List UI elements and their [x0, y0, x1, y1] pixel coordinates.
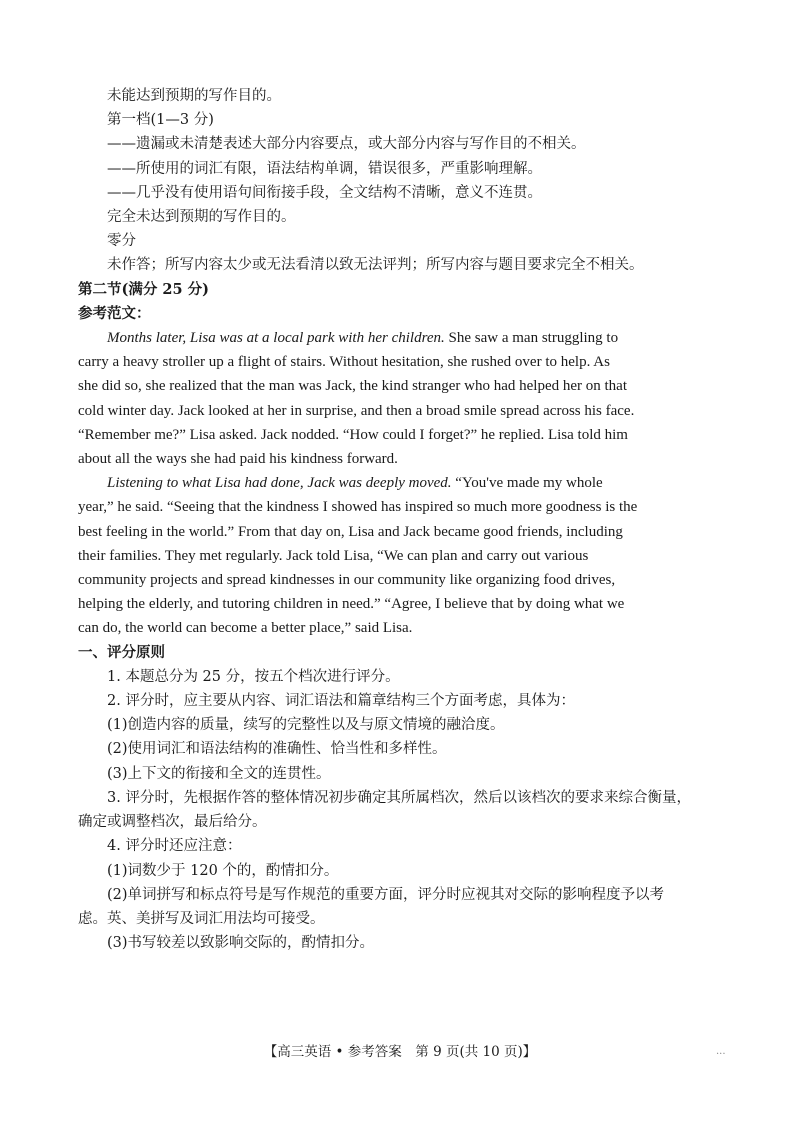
- principle-item-1: 1. 本题总分为 25 分，按五个档次进行评分。: [107, 668, 400, 685]
- rubric-grade-one-heading: 第一档(1—3 分): [107, 112, 214, 129]
- sample-essay-label: 参考范文：: [78, 304, 151, 322]
- page-content: [78, 84, 738, 955]
- essay-p2-line-1: year,” he said. “Seeing that the kindness I showed has inspired so much more goodness is the: [78, 499, 638, 516]
- essay-p1-line-0: She saw a man struggling to: [444, 330, 619, 347]
- essay-p2-line-2: best feeling in the world.” From that day on, Lisa and Jack became good friends, including: [78, 523, 623, 540]
- principle-item-3a: 3. 评分时，先根据作答的整体情况初步确定其所属档次，然后以该档次的要求来综合衡量，: [107, 789, 691, 806]
- essay-p1-line-2: she did so, she realized that the man was Jack, the kind stranger who had helped her on that: [78, 378, 628, 395]
- essay-p1-lead: Months later, Lisa was at a local park with her children.: [107, 330, 445, 347]
- principle-item-4-1: (1)词数少于 120 个的，酌情扣分。: [107, 862, 339, 879]
- essay-p2-lead: Listening to what Lisa had done, Jack was deeply moved.: [107, 475, 452, 492]
- principle-item-4-2b: 虑。英、美拼写及词汇用法均可接受。: [78, 910, 325, 927]
- essay-p2-line-3: their families. They met regularly. Jack told Lisa, “We can plan and carry out various: [78, 547, 589, 564]
- essay-p2-line-6: can do, the world can become a better place,” said Lisa.: [78, 620, 413, 637]
- principle-item-2: 2. 评分时，应主要从内容、词汇语法和篇章结构三个方面考虑，具体为：: [107, 693, 575, 710]
- essay-p2-line-0: “You've made my whole: [451, 475, 603, 492]
- principle-item-4: 4. 评分时还应注意：: [107, 838, 242, 855]
- page-footer: 【高三英语 • 参考答案 第 9 页(共 10 页)】: [263, 1044, 537, 1060]
- essay-p1-line-3: cold winter day. Jack looked at her in surprise, and then a broad smile spread across his face.: [78, 402, 635, 419]
- rubric-line-8: 未作答；所写内容太少或无法看清以致无法评判；所写内容与题目要求完全不相关。: [107, 257, 644, 274]
- essay-p1-line-5: about all the ways she had paid his kindness forward.: [78, 451, 398, 468]
- rubric-line-6: 完全未达到预期的写作目的。: [107, 209, 296, 226]
- essay-paragraph-1: [78, 326, 738, 471]
- section-2-title: 第二节(满分 25 分): [78, 280, 209, 298]
- essay-p1-line-1: carry a heavy stroller up a flight of stairs. Without hesitation, she rushed over to help. As: [78, 354, 610, 371]
- essay-paragraph-2: [78, 471, 738, 640]
- scoring-principles-title: 一、评分原则: [78, 643, 165, 661]
- essay-p2-line-4: community projects and spread kindnesses in our community like organizing food drives,: [78, 572, 616, 589]
- rubric-zero-score: 零分: [107, 233, 136, 250]
- corner-mark: ...: [716, 1046, 726, 1057]
- essay-p1-line-4: “Remember me?” Lisa asked. Jack nodded. “How could I forget?” he replied. Lisa told him: [78, 426, 628, 443]
- rubric-line-4: ——所使用的词汇有限，语法结构单调，错误很多，严重影响理解。: [107, 160, 542, 177]
- principle-item-2-2: (2)使用词汇和语法结构的准确性、恰当性和多样性。: [107, 741, 447, 758]
- principle-item-2-1: (1)创造内容的质量，续写的完整性以及与原文情境的融洽度。: [107, 717, 505, 734]
- essay-p2-line-5: helping the elderly, and tutoring children in need.” “Agree, I believe that by doing what we: [78, 596, 625, 613]
- principle-item-4-2a: (2)单词拼写和标点符号是写作规范的重要方面，评分时应视其对交际的影响程度予以考: [107, 886, 665, 903]
- principle-item-3b: 确定或调整档次，最后给分。: [78, 814, 267, 831]
- principle-item-2-3: (3)上下文的衔接和全文的连贯性。: [107, 765, 331, 782]
- principle-item-4-3: (3)书写较差以致影响交际的，酌情扣分。: [107, 935, 375, 952]
- rubric-line-5: ——几乎没有使用语句间衔接手段，全文结构不清晰，意义不连贯。: [107, 184, 542, 201]
- rubric-line-3: ——遗漏或未清楚表述大部分内容要点，或大部分内容与写作目的不相关。: [107, 136, 586, 153]
- rubric-line-1: 未能达到预期的写作目的。: [107, 88, 281, 104]
